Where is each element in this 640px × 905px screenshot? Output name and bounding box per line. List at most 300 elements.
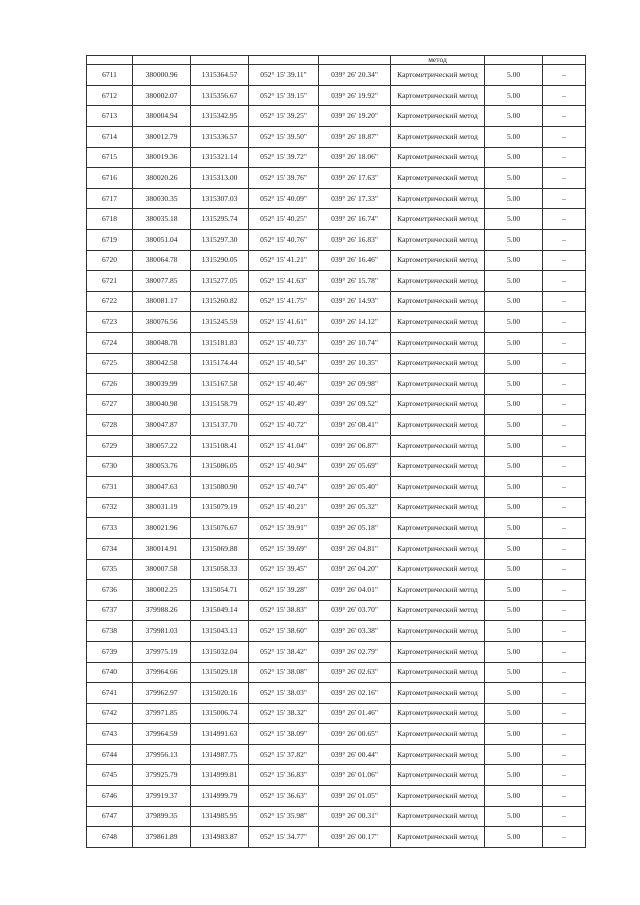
point-number-cell: 6720	[87, 250, 133, 271]
note-cell: –	[543, 477, 586, 498]
x-coordinate-cell: 379971.85	[133, 703, 191, 724]
method-cell: Картометрический метод	[391, 291, 485, 312]
method-cell: Картометрический метод	[391, 230, 485, 251]
method-cell: Картометрический метод	[391, 703, 485, 724]
method-cell: Картометрический метод	[391, 662, 485, 683]
table-row	[87, 683, 586, 704]
y-coordinate-cell: 1315029.18	[191, 662, 249, 683]
point-number-cell: 6741	[87, 683, 133, 704]
latitude-cell: 052° 15' 41.61"	[249, 312, 319, 333]
note-cell: –	[543, 230, 586, 251]
method-cell: Картометрический метод	[391, 827, 485, 848]
point-number-cell: 6721	[87, 271, 133, 292]
accuracy-cell: 5.00	[485, 559, 543, 580]
table-row	[87, 147, 586, 168]
method-cell: Картометрический метод	[391, 765, 485, 786]
method-cell: Картометрический метод	[391, 559, 485, 580]
accuracy-cell: 5.00	[485, 806, 543, 827]
latitude-cell: 052° 15' 38.83"	[249, 600, 319, 621]
longitude-cell: 039° 26' 14.12"	[319, 312, 391, 333]
table-row	[87, 538, 586, 559]
method-cell: Картометрический метод	[391, 127, 485, 148]
method-cell: Картометрический метод	[391, 724, 485, 745]
table-row	[87, 662, 586, 683]
x-coordinate-cell: 379861.89	[133, 827, 191, 848]
point-number-cell: 6714	[87, 127, 133, 148]
longitude-cell: 039° 26' 03.70"	[319, 600, 391, 621]
method-cell: Картометрический метод	[391, 580, 485, 601]
cell-empty	[87, 56, 133, 65]
table-row	[87, 786, 586, 807]
y-coordinate-cell: 1315076.67	[191, 518, 249, 539]
note-cell: –	[543, 65, 586, 86]
y-coordinate-cell: 1315336.57	[191, 127, 249, 148]
point-number-cell: 6737	[87, 600, 133, 621]
method-cell: Картометрический метод	[391, 333, 485, 354]
x-coordinate-cell: 379956.13	[133, 744, 191, 765]
point-number-cell: 6728	[87, 415, 133, 436]
x-coordinate-cell: 380002.25	[133, 580, 191, 601]
y-coordinate-cell: 1315020.16	[191, 683, 249, 704]
accuracy-cell: 5.00	[485, 662, 543, 683]
note-cell: –	[543, 580, 586, 601]
table-row	[87, 209, 586, 230]
x-coordinate-cell: 380057.22	[133, 435, 191, 456]
latitude-cell: 052° 15' 39.11"	[249, 65, 319, 86]
table-row	[87, 765, 586, 786]
method-cell: Картометрический метод	[391, 271, 485, 292]
longitude-cell: 039° 26' 16.46"	[319, 250, 391, 271]
y-coordinate-cell: 1315080.90	[191, 477, 249, 498]
note-cell: –	[543, 703, 586, 724]
latitude-cell: 052° 15' 41.04"	[249, 435, 319, 456]
cell-method-fragment: метод	[391, 56, 485, 65]
table-row	[87, 641, 586, 662]
x-coordinate-cell: 380002.07	[133, 85, 191, 106]
accuracy-cell: 5.00	[485, 394, 543, 415]
method-cell: Картометрический метод	[391, 168, 485, 189]
latitude-cell: 052° 15' 40.94"	[249, 456, 319, 477]
accuracy-cell: 5.00	[485, 724, 543, 745]
y-coordinate-cell: 1315069.88	[191, 538, 249, 559]
y-coordinate-cell: 1314985.95	[191, 806, 249, 827]
point-number-cell: 6738	[87, 621, 133, 642]
longitude-cell: 039° 26' 00.31"	[319, 806, 391, 827]
accuracy-cell: 5.00	[485, 827, 543, 848]
longitude-cell: 039° 26' 04.20"	[319, 559, 391, 580]
longitude-cell: 039° 26' 00.17"	[319, 827, 391, 848]
accuracy-cell: 5.00	[485, 147, 543, 168]
x-coordinate-cell: 380076.56	[133, 312, 191, 333]
y-coordinate-cell: 1315167.58	[191, 374, 249, 395]
table-row	[87, 374, 586, 395]
x-coordinate-cell: 380000.96	[133, 65, 191, 86]
cell-empty	[485, 56, 543, 65]
latitude-cell: 052° 15' 39.69"	[249, 538, 319, 559]
latitude-cell: 052° 15' 39.72"	[249, 147, 319, 168]
table-row	[87, 497, 586, 518]
method-cell: Картометрический метод	[391, 209, 485, 230]
note-cell: –	[543, 662, 586, 683]
longitude-cell: 039° 26' 01.06"	[319, 765, 391, 786]
x-coordinate-cell: 380021.96	[133, 518, 191, 539]
x-coordinate-cell: 379919.37	[133, 786, 191, 807]
x-coordinate-cell: 379925.79	[133, 765, 191, 786]
longitude-cell: 039° 26' 02.79"	[319, 641, 391, 662]
accuracy-cell: 5.00	[485, 291, 543, 312]
method-cell: Картометрический метод	[391, 744, 485, 765]
note-cell: –	[543, 827, 586, 848]
x-coordinate-cell: 380040.98	[133, 394, 191, 415]
longitude-cell: 039° 26' 05.69"	[319, 456, 391, 477]
continuation-row	[87, 56, 586, 65]
note-cell: –	[543, 333, 586, 354]
method-cell: Картометрический метод	[391, 600, 485, 621]
latitude-cell: 052° 15' 40.49"	[249, 394, 319, 415]
latitude-cell: 052° 15' 40.72"	[249, 415, 319, 436]
table-row	[87, 394, 586, 415]
point-number-cell: 6711	[87, 65, 133, 86]
y-coordinate-cell: 1315158.79	[191, 394, 249, 415]
table-row	[87, 168, 586, 189]
point-number-cell: 6729	[87, 435, 133, 456]
latitude-cell: 052° 15' 39.28"	[249, 580, 319, 601]
accuracy-cell: 5.00	[485, 786, 543, 807]
longitude-cell: 039° 26' 16.83"	[319, 230, 391, 251]
accuracy-cell: 5.00	[485, 209, 543, 230]
point-number-cell: 6744	[87, 744, 133, 765]
point-number-cell: 6731	[87, 477, 133, 498]
latitude-cell: 052° 15' 36.63"	[249, 786, 319, 807]
note-cell: –	[543, 786, 586, 807]
y-coordinate-cell: 1314999.79	[191, 786, 249, 807]
note-cell: –	[543, 353, 586, 374]
x-coordinate-cell: 380047.87	[133, 415, 191, 436]
longitude-cell: 039° 26' 19.20"	[319, 106, 391, 127]
accuracy-cell: 5.00	[485, 250, 543, 271]
accuracy-cell: 5.00	[485, 641, 543, 662]
latitude-cell: 052° 15' 40.74"	[249, 477, 319, 498]
latitude-cell: 052° 15' 39.91"	[249, 518, 319, 539]
cell-empty	[319, 56, 391, 65]
table-row	[87, 188, 586, 209]
latitude-cell: 052° 15' 39.15"	[249, 85, 319, 106]
note-cell: –	[543, 538, 586, 559]
y-coordinate-cell: 1314999.81	[191, 765, 249, 786]
point-number-cell: 6717	[87, 188, 133, 209]
x-coordinate-cell: 380081.17	[133, 291, 191, 312]
y-coordinate-cell: 1315108.41	[191, 435, 249, 456]
x-coordinate-cell: 379899.35	[133, 806, 191, 827]
coordinates-table	[86, 55, 586, 848]
x-coordinate-cell: 380030.35	[133, 188, 191, 209]
note-cell: –	[543, 806, 586, 827]
table-row	[87, 353, 586, 374]
y-coordinate-cell: 1315297.30	[191, 230, 249, 251]
accuracy-cell: 5.00	[485, 312, 543, 333]
note-cell: –	[543, 641, 586, 662]
longitude-cell: 039° 26' 09.52"	[319, 394, 391, 415]
method-cell: Картометрический метод	[391, 786, 485, 807]
cell-empty	[133, 56, 191, 65]
method-cell: Картометрический метод	[391, 683, 485, 704]
y-coordinate-cell: 1315260.82	[191, 291, 249, 312]
accuracy-cell: 5.00	[485, 271, 543, 292]
note-cell: –	[543, 415, 586, 436]
y-coordinate-cell: 1315086.05	[191, 456, 249, 477]
longitude-cell: 039° 26' 00.44"	[319, 744, 391, 765]
table-row	[87, 600, 586, 621]
accuracy-cell: 5.00	[485, 600, 543, 621]
method-cell: Картометрический метод	[391, 415, 485, 436]
method-cell: Картометрический метод	[391, 188, 485, 209]
note-cell: –	[543, 724, 586, 745]
cell-empty	[249, 56, 319, 65]
y-coordinate-cell: 1315043.13	[191, 621, 249, 642]
point-number-cell: 6727	[87, 394, 133, 415]
latitude-cell: 052° 15' 39.45"	[249, 559, 319, 580]
table-row	[87, 518, 586, 539]
x-coordinate-cell: 379975.19	[133, 641, 191, 662]
y-coordinate-cell: 1315058.33	[191, 559, 249, 580]
x-coordinate-cell: 379962.97	[133, 683, 191, 704]
table-row	[87, 621, 586, 642]
note-cell: –	[543, 621, 586, 642]
accuracy-cell: 5.00	[485, 435, 543, 456]
x-coordinate-cell: 380012.79	[133, 127, 191, 148]
table-row	[87, 744, 586, 765]
point-number-cell: 6726	[87, 374, 133, 395]
method-cell: Картометрический метод	[391, 312, 485, 333]
point-number-cell: 6735	[87, 559, 133, 580]
y-coordinate-cell: 1315342.95	[191, 106, 249, 127]
note-cell: –	[543, 127, 586, 148]
x-coordinate-cell: 380047.63	[133, 477, 191, 498]
table-row	[87, 230, 586, 251]
method-cell: Картометрический метод	[391, 641, 485, 662]
longitude-cell: 039° 26' 01.05"	[319, 786, 391, 807]
accuracy-cell: 5.00	[485, 65, 543, 86]
point-number-cell: 6718	[87, 209, 133, 230]
method-cell: Картометрический метод	[391, 456, 485, 477]
point-number-cell: 6725	[87, 353, 133, 374]
point-number-cell: 6715	[87, 147, 133, 168]
accuracy-cell: 5.00	[485, 497, 543, 518]
latitude-cell: 052° 15' 34.77"	[249, 827, 319, 848]
table-row	[87, 271, 586, 292]
longitude-cell: 039° 26' 20.34"	[319, 65, 391, 86]
accuracy-cell: 5.00	[485, 765, 543, 786]
x-coordinate-cell: 380020.26	[133, 168, 191, 189]
point-number-cell: 6739	[87, 641, 133, 662]
note-cell: –	[543, 312, 586, 333]
cell-empty	[543, 56, 586, 65]
y-coordinate-cell: 1315137.70	[191, 415, 249, 436]
cell-empty	[191, 56, 249, 65]
note-cell: –	[543, 518, 586, 539]
y-coordinate-cell: 1315356.67	[191, 85, 249, 106]
point-number-cell: 6736	[87, 580, 133, 601]
accuracy-cell: 5.00	[485, 353, 543, 374]
x-coordinate-cell: 380053.76	[133, 456, 191, 477]
latitude-cell: 052° 15' 40.09"	[249, 188, 319, 209]
accuracy-cell: 5.00	[485, 744, 543, 765]
method-cell: Картометрический метод	[391, 435, 485, 456]
latitude-cell: 052° 15' 35.98"	[249, 806, 319, 827]
accuracy-cell: 5.00	[485, 374, 543, 395]
note-cell: –	[543, 394, 586, 415]
point-number-cell: 6713	[87, 106, 133, 127]
longitude-cell: 039° 26' 03.38"	[319, 621, 391, 642]
longitude-cell: 039° 26' 09.98"	[319, 374, 391, 395]
latitude-cell: 052° 15' 40.76"	[249, 230, 319, 251]
x-coordinate-cell: 380048.78	[133, 333, 191, 354]
latitude-cell: 052° 15' 40.73"	[249, 333, 319, 354]
y-coordinate-cell: 1315049.14	[191, 600, 249, 621]
longitude-cell: 039° 26' 00.65"	[319, 724, 391, 745]
table-row	[87, 827, 586, 848]
latitude-cell: 052° 15' 39.25"	[249, 106, 319, 127]
note-cell: –	[543, 85, 586, 106]
y-coordinate-cell: 1315290.05	[191, 250, 249, 271]
y-coordinate-cell: 1314991.63	[191, 724, 249, 745]
latitude-cell: 052° 15' 40.54"	[249, 353, 319, 374]
note-cell: –	[543, 683, 586, 704]
table-row	[87, 806, 586, 827]
table-row	[87, 250, 586, 271]
accuracy-cell: 5.00	[485, 85, 543, 106]
note-cell: –	[543, 168, 586, 189]
longitude-cell: 039° 26' 18.87"	[319, 127, 391, 148]
longitude-cell: 039° 26' 04.01"	[319, 580, 391, 601]
point-number-cell: 6748	[87, 827, 133, 848]
table-row	[87, 85, 586, 106]
y-coordinate-cell: 1315313.00	[191, 168, 249, 189]
table-row	[87, 703, 586, 724]
latitude-cell: 052° 15' 41.75"	[249, 291, 319, 312]
point-number-cell: 6740	[87, 662, 133, 683]
table-row	[87, 106, 586, 127]
accuracy-cell: 5.00	[485, 456, 543, 477]
accuracy-cell: 5.00	[485, 415, 543, 436]
table-row	[87, 435, 586, 456]
y-coordinate-cell: 1315174.44	[191, 353, 249, 374]
method-cell: Картометрический метод	[391, 497, 485, 518]
y-coordinate-cell: 1315181.83	[191, 333, 249, 354]
longitude-cell: 039° 26' 01.46"	[319, 703, 391, 724]
x-coordinate-cell: 380007.58	[133, 559, 191, 580]
latitude-cell: 052° 15' 40.46"	[249, 374, 319, 395]
point-number-cell: 6712	[87, 85, 133, 106]
method-cell: Картометрический метод	[391, 621, 485, 642]
latitude-cell: 052° 15' 37.82"	[249, 744, 319, 765]
x-coordinate-cell: 379964.66	[133, 662, 191, 683]
note-cell: –	[543, 456, 586, 477]
longitude-cell: 039° 26' 14.93"	[319, 291, 391, 312]
point-number-cell: 6733	[87, 518, 133, 539]
accuracy-cell: 5.00	[485, 538, 543, 559]
method-cell: Картометрический метод	[391, 65, 485, 86]
method-cell: Картометрический метод	[391, 106, 485, 127]
table-row	[87, 415, 586, 436]
table-row	[87, 580, 586, 601]
y-coordinate-cell: 1315307.03	[191, 188, 249, 209]
y-coordinate-cell: 1315277.05	[191, 271, 249, 292]
method-cell: Картометрический метод	[391, 353, 485, 374]
longitude-cell: 039° 26' 05.18"	[319, 518, 391, 539]
note-cell: –	[543, 435, 586, 456]
accuracy-cell: 5.00	[485, 127, 543, 148]
x-coordinate-cell: 380042.58	[133, 353, 191, 374]
note-cell: –	[543, 600, 586, 621]
accuracy-cell: 5.00	[485, 188, 543, 209]
x-coordinate-cell: 379981.03	[133, 621, 191, 642]
point-number-cell: 6743	[87, 724, 133, 745]
x-coordinate-cell: 380039.99	[133, 374, 191, 395]
x-coordinate-cell: 380004.94	[133, 106, 191, 127]
table-row	[87, 724, 586, 745]
longitude-cell: 039° 26' 10.35"	[319, 353, 391, 374]
x-coordinate-cell: 380051.04	[133, 230, 191, 251]
accuracy-cell: 5.00	[485, 230, 543, 251]
longitude-cell: 039° 26' 19.92"	[319, 85, 391, 106]
accuracy-cell: 5.00	[485, 477, 543, 498]
note-cell: –	[543, 559, 586, 580]
y-coordinate-cell: 1314983.87	[191, 827, 249, 848]
y-coordinate-cell: 1315295.74	[191, 209, 249, 230]
latitude-cell: 052° 15' 41.21"	[249, 250, 319, 271]
method-cell: Картометрический метод	[391, 538, 485, 559]
x-coordinate-cell: 380077.85	[133, 271, 191, 292]
x-coordinate-cell: 380035.18	[133, 209, 191, 230]
point-number-cell: 6722	[87, 291, 133, 312]
point-number-cell: 6746	[87, 786, 133, 807]
table-row	[87, 312, 586, 333]
x-coordinate-cell: 379988.26	[133, 600, 191, 621]
note-cell: –	[543, 271, 586, 292]
latitude-cell: 052° 15' 38.03"	[249, 683, 319, 704]
table-row	[87, 65, 586, 86]
method-cell: Картометрический метод	[391, 374, 485, 395]
accuracy-cell: 5.00	[485, 683, 543, 704]
note-cell: –	[543, 188, 586, 209]
method-cell: Картометрический метод	[391, 806, 485, 827]
latitude-cell: 052° 15' 40.21"	[249, 497, 319, 518]
x-coordinate-cell: 380014.91	[133, 538, 191, 559]
method-cell: Картометрический метод	[391, 250, 485, 271]
longitude-cell: 039° 26' 06.87"	[319, 435, 391, 456]
latitude-cell: 052° 15' 38.08"	[249, 662, 319, 683]
latitude-cell: 052° 15' 38.60"	[249, 621, 319, 642]
longitude-cell: 039° 26' 17.33"	[319, 188, 391, 209]
longitude-cell: 039° 26' 10.74"	[319, 333, 391, 354]
note-cell: –	[543, 147, 586, 168]
accuracy-cell: 5.00	[485, 333, 543, 354]
longitude-cell: 039° 26' 05.40"	[319, 477, 391, 498]
point-number-cell: 6747	[87, 806, 133, 827]
y-coordinate-cell: 1315245.59	[191, 312, 249, 333]
y-coordinate-cell: 1315054.71	[191, 580, 249, 601]
note-cell: –	[543, 106, 586, 127]
point-number-cell: 6734	[87, 538, 133, 559]
x-coordinate-cell: 380031.19	[133, 497, 191, 518]
note-cell: –	[543, 497, 586, 518]
longitude-cell: 039° 26' 15.78"	[319, 271, 391, 292]
longitude-cell: 039° 26' 02.63"	[319, 662, 391, 683]
longitude-cell: 039° 26' 04.81"	[319, 538, 391, 559]
point-number-cell: 6723	[87, 312, 133, 333]
latitude-cell: 052° 15' 38.09"	[249, 724, 319, 745]
